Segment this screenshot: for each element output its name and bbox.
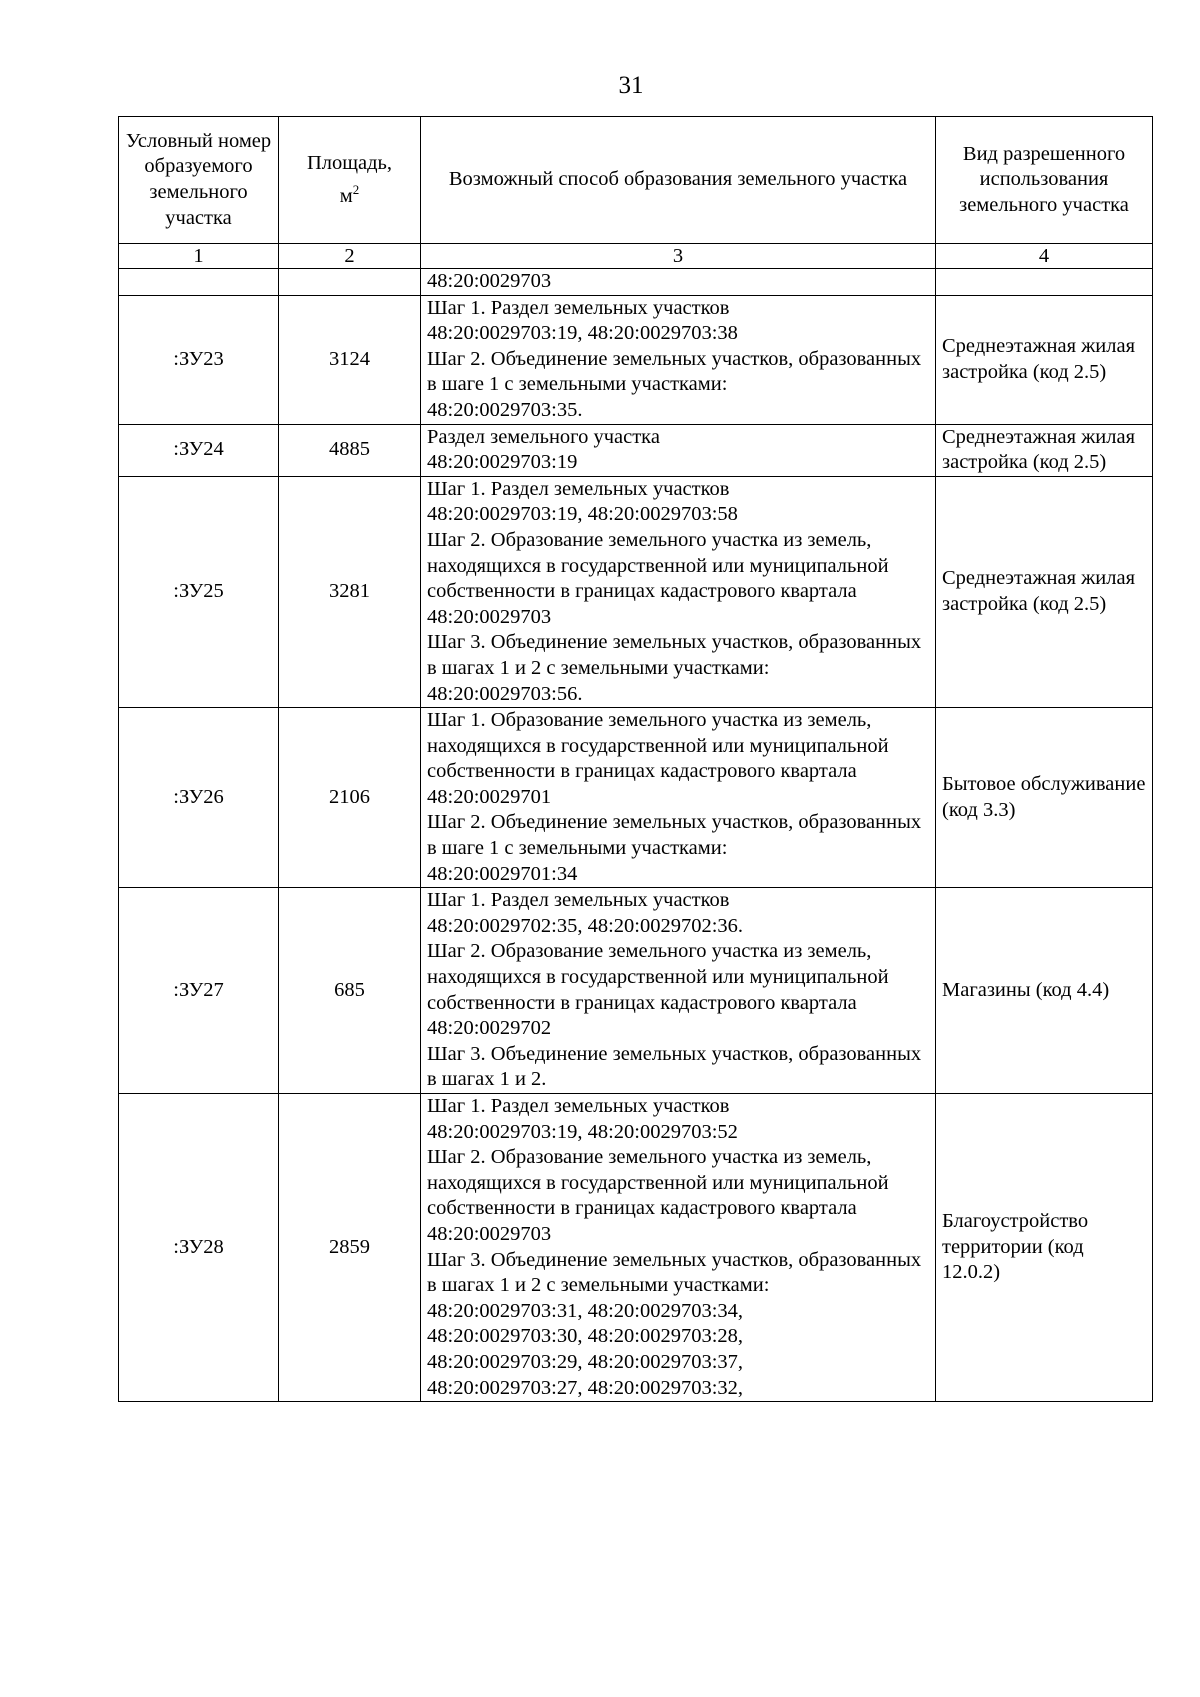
table-row <box>119 424 1153 476</box>
plot-number-cell: :ЗУ23 <box>119 295 279 424</box>
column-number: 2 <box>279 244 421 269</box>
formation-method-cell: Раздел земельного участка 48:20:0029703:19 <box>421 424 936 476</box>
area-cell: 2859 <box>279 1094 421 1402</box>
column-number: 4 <box>936 244 1153 269</box>
formation-method-cell: Шаг 1. Образование земельного участка из земель, находящихся в государственной или муниципальной собственности в границах кадастрового квартала 48:20:0029701 Шаг 2. Объединение земельных участков, образованных в шаге 1 с земельными участками: 48:20:0029701:34 <box>421 708 936 888</box>
area-cell: 4885 <box>279 424 421 476</box>
area-cell: 2106 <box>279 708 421 888</box>
header-area <box>279 117 421 244</box>
permitted-use-cell: Среднеэтажная жилая застройка (код 2.5) <box>936 424 1153 476</box>
plot-number-cell: :ЗУ24 <box>119 424 279 476</box>
area-cell: 685 <box>279 888 421 1094</box>
area-cell: 3281 <box>279 476 421 707</box>
plot-number-cell: :ЗУ27 <box>119 888 279 1094</box>
table-row <box>119 708 1153 888</box>
formation-method-cell: 48:20:0029703 <box>421 269 936 296</box>
permitted-use-cell: Магазины (код 4.4) <box>936 888 1153 1094</box>
permitted-use-cell: Благоустройство территории (код 12.0.2) <box>936 1094 1153 1402</box>
column-number-row <box>119 244 1153 269</box>
header-formation-method: Возможный способ образования земельного участка <box>421 117 936 244</box>
permitted-use-cell: Среднеэтажная жилая застройка (код 2.5) <box>936 295 1153 424</box>
page-number: 31 <box>618 72 644 99</box>
header-plot-number: Условный номер образуемого земельного участка <box>119 117 279 244</box>
column-number: 3 <box>421 244 936 269</box>
header-area-unit-exponent: 2 <box>352 181 360 197</box>
table-header-row <box>119 117 1153 244</box>
permitted-use-cell <box>936 269 1153 296</box>
area-cell <box>279 269 421 296</box>
table-row <box>119 269 1153 296</box>
plot-number-cell: :ЗУ26 <box>119 708 279 888</box>
plot-number-cell: :ЗУ28 <box>119 1094 279 1402</box>
formation-method-cell: Шаг 1. Раздел земельных участков 48:20:0029702:35, 48:20:0029702:36. Шаг 2. Образование земельного участка из земель, находящихся в государственной или муниципальной собственности в границах кадастрового квартала 48:20:0029702 Шаг 3. Объединение земельных участков, образованных в шагах 1 и 2. <box>421 888 936 1094</box>
formation-method-cell: Шаг 1. Раздел земельных участков 48:20:0029703:19, 48:20:0029703:38 Шаг 2. Объединение земельных участков, образованных в шаге 1 с земельными участками: 48:20:0029703:35. <box>421 295 936 424</box>
formation-method-cell: Шаг 1. Раздел земельных участков 48:20:0029703:19, 48:20:0029703:52 Шаг 2. Образование земельного участка из земель, находящихся в государственной или муниципальной собственности в границах кадастрового квартала 48:20:0029703 Шаг 3. Объединение земельных участков, образованных в шагах 1 и 2 с земельными участками: 48:20:0029703:31, 48:20:0029703:34, 48:20:0029703:30, 48:20:0029703:28, 48:20:0029703:29, 48:20:0029703:37, 48:20:0029703:27, 48:20:0029703:32, <box>421 1094 936 1402</box>
plot-number-cell <box>119 269 279 296</box>
table-row <box>119 1094 1153 1402</box>
permitted-use-cell: Среднеэтажная жилая застройка (код 2.5) <box>936 476 1153 707</box>
table-row <box>119 476 1153 707</box>
land-plots-table <box>118 116 1153 1402</box>
permitted-use-cell: Бытовое обслуживание (код 3.3) <box>936 708 1153 888</box>
header-area-unit: м <box>339 184 353 207</box>
plot-number-cell: :ЗУ25 <box>119 476 279 707</box>
area-cell: 3124 <box>279 295 421 424</box>
table-row <box>119 888 1153 1094</box>
column-number: 1 <box>119 244 279 269</box>
header-permitted-use: Вид разрешенного использования земельного участка <box>936 117 1153 244</box>
header-area-label: Площадь, <box>306 151 393 174</box>
formation-method-cell: Шаг 1. Раздел земельных участков 48:20:0029703:19, 48:20:0029703:58 Шаг 2. Образование земельного участка из земель, находящихся в государственной или муниципальной собственности в границах кадастрового квартала 48:20:0029703 Шаг 3. Объединение земельных участков, образованных в шагах 1 и 2 с земельными участками: 48:20:0029703:56. <box>421 476 936 707</box>
table-row <box>119 295 1153 424</box>
